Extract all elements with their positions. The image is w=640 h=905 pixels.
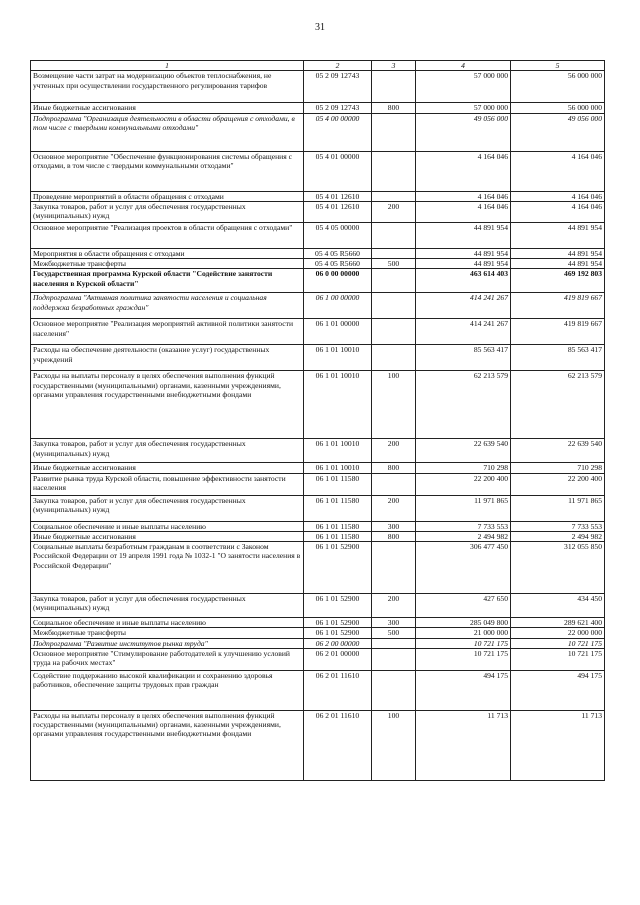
row-name-cell: Основное мероприятие "Реализация проектов в области обращения с отходами" [31,222,304,248]
row-expense-type-cell [372,113,416,151]
col-header-expense-type: 3 [372,61,416,71]
table-row [31,594,605,618]
row-name-cell: Государственная программа Курской области "Содействие занятости населения в Курской области" [31,269,304,293]
row-amount-2-cell: 494 175 [511,670,605,710]
table-row [31,248,605,258]
row-code-cell: 06 1 01 52900 [304,542,372,594]
row-amount-2-cell: 10 721 175 [511,638,605,648]
row-amount-1-cell: 44 891 954 [416,248,511,258]
row-amount-1-cell: 85 563 417 [416,345,511,371]
row-expense-type-cell: 100 [372,710,416,780]
row-name-cell: Социальное обеспечение и иные выплаты населению [31,618,304,628]
row-expense-type-cell: 800 [372,103,416,113]
row-expense-type-cell: 500 [372,628,416,638]
col-header-amount-2: 5 [511,61,605,71]
row-amount-1-cell: 11 713 [416,710,511,780]
row-amount-2-cell: 22 200 400 [511,473,605,495]
row-amount-2-cell: 710 298 [511,463,605,473]
row-amount-1-cell: 44 891 954 [416,259,511,269]
row-amount-2-cell: 62 213 579 [511,371,605,439]
row-code-cell: 05 4 05 R5660 [304,248,372,258]
row-code-cell: 06 2 00 00000 [304,638,372,648]
row-amount-2-cell: 22 639 540 [511,439,605,463]
row-code-cell: 06 1 01 11580 [304,495,372,521]
row-amount-2-cell: 7 733 553 [511,521,605,531]
row-amount-2-cell: 4 164 046 [511,191,605,201]
row-code-cell: 05 2 09 12743 [304,71,372,103]
table-row [31,531,605,541]
table-row [31,222,605,248]
row-name-cell: Закупка товаров, работ и услуг для обеспечения государственных (муниципальных) нужд [31,439,304,463]
table-row [31,521,605,531]
row-amount-1-cell: 4 164 046 [416,151,511,191]
row-amount-2-cell: 434 450 [511,594,605,618]
row-code-cell: 05 4 05 R5660 [304,259,372,269]
row-expense-type-cell: 300 [372,521,416,531]
row-amount-1-cell: 7 733 553 [416,521,511,531]
row-name-cell: Подпрограмма "Организация деятельности в области обращения с отходами, в том числе с твердыми коммунальными отходами" [31,113,304,151]
row-code-cell: 06 1 01 10010 [304,371,372,439]
row-code-cell: 06 0 00 00000 [304,269,372,293]
row-name-cell: Расходы на выплаты персоналу в целях обеспечения выполнения функций государственными (муниципальными) органами, казенными учреждениями, органами управления государственными внебюджетными фондами [31,710,304,780]
table-row [31,463,605,473]
table-row [31,542,605,594]
row-expense-type-cell: 100 [372,371,416,439]
row-amount-2-cell: 44 891 954 [511,248,605,258]
row-name-cell: Иные бюджетные ассигнования [31,103,304,113]
row-code-cell: 06 1 01 00000 [304,319,372,345]
row-name-cell: Подпрограмма "Активная политика занятости населения и социальная поддержка безработных граждан" [31,293,304,319]
table-row [31,103,605,113]
table-row [31,259,605,269]
row-amount-1-cell: 494 175 [416,670,511,710]
table-body [31,71,605,781]
row-name-cell: Основное мероприятие "Обеспечение функционирования системы обращения с отходами, в том числе с твердыми коммунальными отходами" [31,151,304,191]
row-amount-1-cell: 10 721 175 [416,648,511,670]
row-expense-type-cell [372,151,416,191]
row-code-cell: 05 4 05 00000 [304,222,372,248]
row-expense-type-cell: 200 [372,439,416,463]
row-expense-type-cell [372,542,416,594]
row-name-cell: Социальные выплаты безработным гражданам в соответствии с Законом Российской Федерации от 19 апреля 1991 года № 1032-1 "О занятости населения в Российской Федерации" [31,542,304,594]
row-code-cell: 06 2 01 11610 [304,670,372,710]
row-code-cell: 06 1 01 52900 [304,594,372,618]
row-amount-2-cell: 10 721 175 [511,648,605,670]
table-row [31,269,605,293]
row-code-cell: 06 2 01 11610 [304,710,372,780]
row-code-cell: 06 1 01 10010 [304,345,372,371]
table-row [31,345,605,371]
row-amount-2-cell: 289 621 400 [511,618,605,628]
col-header-amount-1: 4 [416,61,511,71]
row-expense-type-cell [372,191,416,201]
table-row [31,618,605,628]
row-expense-type-cell [372,345,416,371]
row-amount-1-cell: 57 000 000 [416,71,511,103]
row-amount-2-cell: 44 891 954 [511,222,605,248]
row-expense-type-cell [372,222,416,248]
row-name-cell: Закупка товаров, работ и услуг для обеспечения государственных (муниципальных) нужд [31,201,304,222]
row-code-cell: 06 1 01 11580 [304,473,372,495]
row-amount-1-cell: 62 213 579 [416,371,511,439]
table-row [31,113,605,151]
row-code-cell: 06 1 01 11580 [304,531,372,541]
table-row [31,628,605,638]
col-header-name: 1 [31,61,304,71]
table-row [31,439,605,463]
table-row [31,648,605,670]
row-code-cell: 05 4 01 12610 [304,201,372,222]
row-name-cell: Проведение мероприятий в области обращения с отходами [31,191,304,201]
row-code-cell: 06 1 01 10010 [304,439,372,463]
row-code-cell: 06 2 01 00000 [304,648,372,670]
page-number: 31 [315,22,325,33]
table-row [31,71,605,103]
row-amount-1-cell: 427 650 [416,594,511,618]
row-name-cell: Мероприятия в области обращения с отходами [31,248,304,258]
row-name-cell: Межбюджетные трансферты [31,259,304,269]
row-expense-type-cell: 500 [372,259,416,269]
row-expense-type-cell [372,648,416,670]
table-row [31,495,605,521]
row-expense-type-cell [372,293,416,319]
row-name-cell: Возмещение части затрат на модернизацию объектов теплоснабжения, не учтенных при осуществлении государственного регулирования тарифов [31,71,304,103]
row-name-cell: Основное мероприятие "Стимулирование работодателей к улучшению условий труда на рабочих местах" [31,648,304,670]
row-amount-1-cell: 710 298 [416,463,511,473]
row-name-cell: Закупка товаров, работ и услуг для обеспечения государственных (муниципальных) нужд [31,495,304,521]
table-row [31,319,605,345]
row-amount-1-cell: 306 477 450 [416,542,511,594]
table-row [31,293,605,319]
table-header-row [31,61,605,71]
row-amount-1-cell: 414 241 267 [416,319,511,345]
row-amount-2-cell: 56 000 000 [511,71,605,103]
row-code-cell: 06 1 01 52900 [304,618,372,628]
row-amount-1-cell: 22 639 540 [416,439,511,463]
row-amount-1-cell: 4 164 046 [416,191,511,201]
budget-table [30,60,605,781]
row-expense-type-cell: 200 [372,495,416,521]
row-amount-2-cell: 312 055 850 [511,542,605,594]
row-code-cell: 05 4 00 00000 [304,113,372,151]
row-amount-1-cell: 21 000 000 [416,628,511,638]
row-amount-1-cell: 463 614 403 [416,269,511,293]
table-row [31,151,605,191]
row-amount-2-cell: 4 164 046 [511,201,605,222]
row-code-cell: 06 1 00 00000 [304,293,372,319]
row-name-cell: Иные бюджетные ассигнования [31,531,304,541]
row-expense-type-cell: 200 [372,201,416,222]
table-row [31,710,605,780]
col-header-code: 2 [304,61,372,71]
row-name-cell: Социальное обеспечение и иные выплаты населению [31,521,304,531]
row-amount-1-cell: 44 891 954 [416,222,511,248]
row-code-cell: 05 2 09 12743 [304,103,372,113]
row-name-cell: Расходы на обеспечение деятельности (оказание услуг) государственных учреждений [31,345,304,371]
row-amount-2-cell: 56 000 000 [511,103,605,113]
row-amount-2-cell: 2 494 982 [511,531,605,541]
row-amount-1-cell: 11 971 865 [416,495,511,521]
row-amount-2-cell: 419 819 667 [511,319,605,345]
row-amount-2-cell: 419 819 667 [511,293,605,319]
row-expense-type-cell [372,670,416,710]
table-row [31,201,605,222]
row-amount-1-cell: 10 721 175 [416,638,511,648]
row-expense-type-cell [372,473,416,495]
row-expense-type-cell: 300 [372,618,416,628]
row-amount-1-cell: 2 494 982 [416,531,511,541]
row-amount-1-cell: 285 049 800 [416,618,511,628]
row-amount-2-cell: 22 000 000 [511,628,605,638]
row-name-cell: Расходы на выплаты персоналу в целях обеспечения выполнения функций государственными (муниципальными) органами, казенными учреждениями, органами управления государственными внебюджетными фондами [31,371,304,439]
row-expense-type-cell [372,269,416,293]
row-name-cell: Основное мероприятие "Реализация мероприятий активной политики занятости населения" [31,319,304,345]
row-amount-2-cell: 85 563 417 [511,345,605,371]
table-row [31,638,605,648]
row-code-cell: 06 1 01 11580 [304,521,372,531]
row-name-cell: Подпрограмма "Развитие институтов рынка труда" [31,638,304,648]
table-row [31,473,605,495]
row-expense-type-cell: 800 [372,463,416,473]
row-expense-type-cell [372,71,416,103]
row-amount-2-cell: 44 891 954 [511,259,605,269]
row-code-cell: 05 4 01 12610 [304,191,372,201]
table-row [31,670,605,710]
row-expense-type-cell [372,248,416,258]
row-name-cell: Развитие рынка труда Курской области, повышение эффективности занятости населения [31,473,304,495]
table-row [31,191,605,201]
row-code-cell: 05 4 01 00000 [304,151,372,191]
row-amount-1-cell: 4 164 046 [416,201,511,222]
row-name-cell: Закупка товаров, работ и услуг для обеспечения государственных (муниципальных) нужд [31,594,304,618]
row-amount-1-cell: 49 056 000 [416,113,511,151]
row-amount-2-cell: 11 971 865 [511,495,605,521]
row-name-cell: Содействие поддержанию высокой квалификации и сохранению здоровья работников, обеспечение защиты трудовых прав граждан [31,670,304,710]
row-code-cell: 06 1 01 10010 [304,463,372,473]
row-amount-2-cell: 49 056 000 [511,113,605,151]
row-name-cell: Иные бюджетные ассигнования [31,463,304,473]
row-expense-type-cell [372,638,416,648]
row-amount-2-cell: 469 192 803 [511,269,605,293]
row-amount-2-cell: 4 164 046 [511,151,605,191]
row-amount-1-cell: 22 200 400 [416,473,511,495]
row-expense-type-cell: 800 [372,531,416,541]
row-expense-type-cell [372,319,416,345]
row-name-cell: Межбюджетные трансферты [31,628,304,638]
row-code-cell: 06 1 01 52900 [304,628,372,638]
row-amount-2-cell: 11 713 [511,710,605,780]
row-amount-1-cell: 414 241 267 [416,293,511,319]
row-expense-type-cell: 200 [372,594,416,618]
table-row [31,371,605,439]
row-amount-1-cell: 57 000 000 [416,103,511,113]
